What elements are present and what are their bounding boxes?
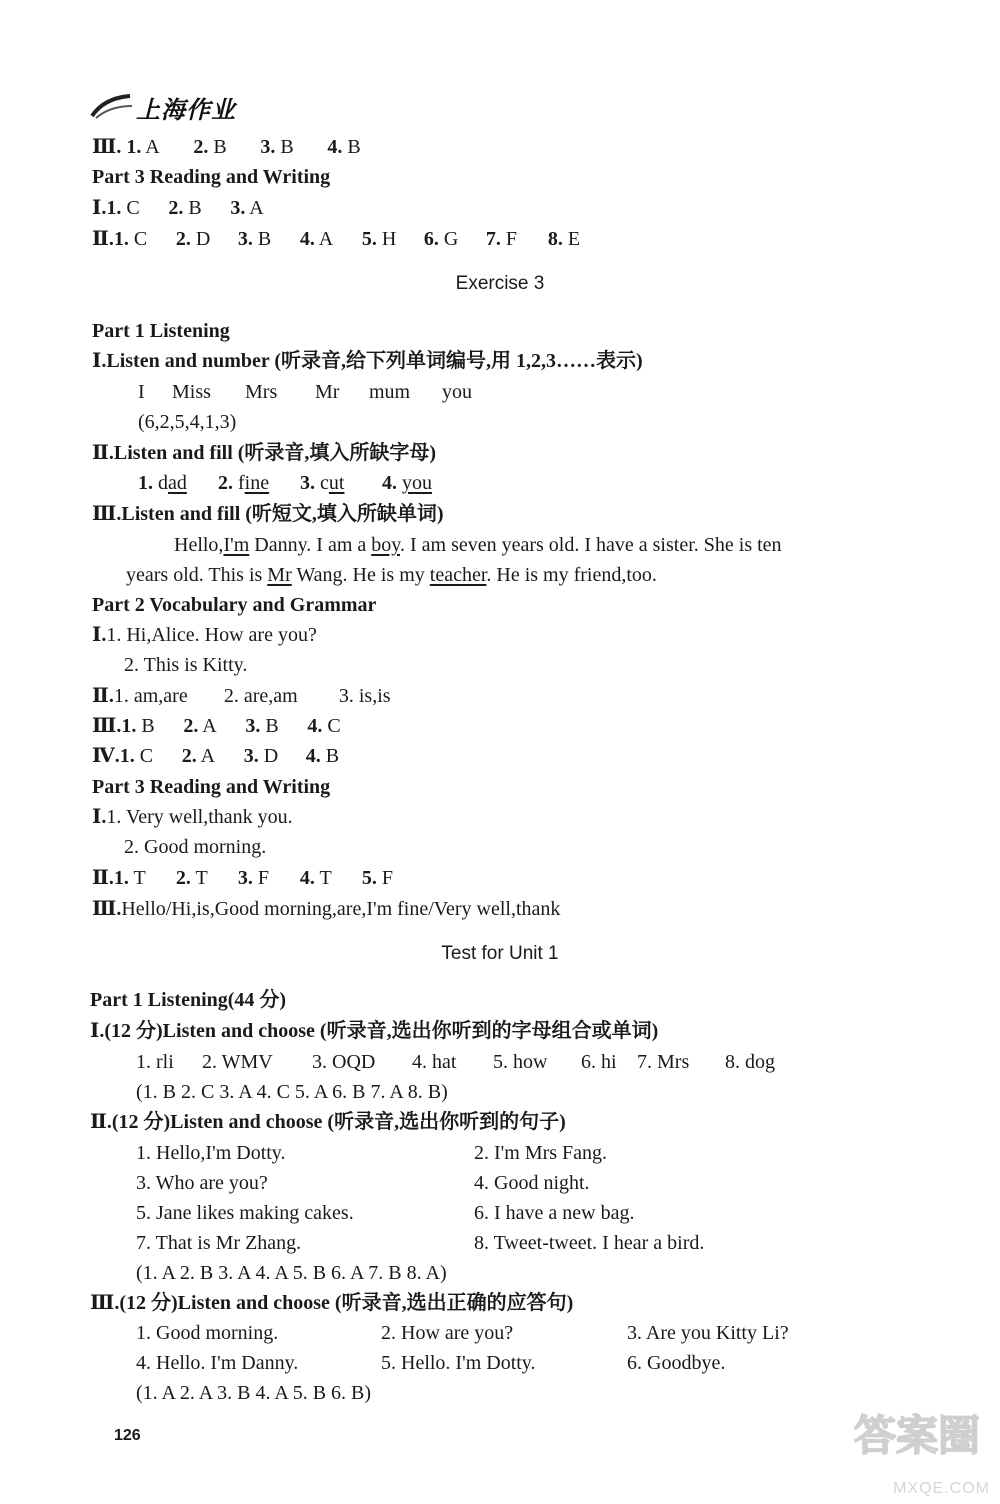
test-iii-row-2: 4. Hello. I'm Danny. 5. Hello. I'm Dotty. 6. Goodbye. xyxy=(136,1352,726,1374)
heading-text: Listen and fill (听录音,填入所缺字母) xyxy=(113,442,437,464)
part2-heading: Part 2 Vocabulary and Grammar xyxy=(92,594,377,616)
test-ii-right-2: 4. Good night. xyxy=(474,1172,590,1194)
vg-i-2: 2. This is Kitty. xyxy=(124,654,248,676)
vg-i-1: Ⅰ.1. Hi,Alice. How are you? xyxy=(92,624,317,646)
watermark-text: MXQE.COM xyxy=(893,1480,990,1497)
rw-i-2: 2. Good morning. xyxy=(124,836,267,858)
rw-ii: Ⅱ.1. T 2. T 3. F 4. T 5. F xyxy=(92,867,393,889)
test-unit1-title: Test for Unit 1 xyxy=(441,943,559,964)
answer-item: 1. A xyxy=(126,136,160,158)
answer-item: 3. B xyxy=(260,136,294,158)
watermark-logo-icon xyxy=(846,1400,996,1470)
part3-heading: Part 3 Reading and Writing xyxy=(92,166,331,188)
test-ii-left-1: 1. Hello,I'm Dotty. xyxy=(136,1142,286,1164)
passage-line-1: Hello,I'm Danny. I am a boy. I am seven years old. I have a sister. She is ten xyxy=(174,534,782,556)
part1-heading: Part 1 Listening xyxy=(92,320,230,342)
header-logo xyxy=(90,88,260,122)
listen-fill-passage-heading xyxy=(92,501,444,527)
heading-text: Listen and number (听录音,给下列单词编号,用 1,2,3……表示) xyxy=(106,350,643,372)
word-list xyxy=(138,379,472,405)
test-ii-answer: (1. A 2. B 3. A 4. A 5. B 6. A 7. B 8. A) xyxy=(136,1262,447,1284)
fill-letters-row: 1. dad 2. fine 3. cut 4. you xyxy=(138,472,432,494)
test-ii-right-3: 6. I have a new bag. xyxy=(474,1202,635,1224)
row-number: Ⅲ. xyxy=(92,136,122,158)
row-number: Ⅰ. xyxy=(92,197,107,219)
row-number: Ⅱ. xyxy=(92,442,114,464)
row-number: Ⅰ. xyxy=(92,350,107,372)
row-number: Ⅱ. xyxy=(92,228,114,250)
word: Mr xyxy=(315,381,340,403)
page-number: 126 xyxy=(114,1427,141,1444)
word: Miss xyxy=(172,381,211,403)
test-ii-heading: Ⅱ.(12 分)Listen and choose (听录音,选出你听到的句子) xyxy=(90,1111,566,1133)
number-answer: (6,2,5,4,1,3) xyxy=(138,411,237,433)
exercise-3-title: Exercise 3 xyxy=(455,273,545,294)
part3-heading-2: Part 3 Reading and Writing xyxy=(92,776,331,798)
test-part1-heading: Part 1 Listening(44 分) xyxy=(90,989,287,1011)
passage-line-2: years old. This is Mr Wang. He is my teacher. He is my friend,too. xyxy=(126,564,657,586)
watermark xyxy=(846,1400,996,1500)
brand-title: 上海作业 xyxy=(136,96,236,124)
word: you xyxy=(442,381,472,403)
test-ii-right-1: 2. I'm Mrs Fang. xyxy=(474,1142,608,1164)
word: I xyxy=(138,381,145,403)
answer-row-iii xyxy=(92,134,361,160)
listen-number-heading xyxy=(92,348,643,374)
test-i-heading: Ⅰ.(12 分)Listen and choose (听录音,选出你听到的字母组合或单词) xyxy=(90,1020,659,1042)
test-ii-left-2: 3. Who are you? xyxy=(136,1172,268,1194)
test-ii-right-4: 8. Tweet-tweet. I hear a bird. xyxy=(474,1232,705,1254)
test-ii-left-3: 5. Jane likes making cakes. xyxy=(136,1202,354,1224)
test-i-items: 1. rli 2. WMV 3. OQD 4. hat 5. how 6. hi 7. Mrs 8. dog xyxy=(136,1051,775,1073)
heading-text: Listen and fill (听短文,填入所缺单词) xyxy=(121,503,444,525)
test-iii-row-1: 1. Good morning. 2. How are you? 3. Are you Kitty Li? xyxy=(136,1322,789,1344)
test-iii-answer: (1. A 2. A 3. B 4. A 5. B 6. B) xyxy=(136,1382,372,1404)
word: Mrs xyxy=(245,381,278,403)
test-iii-heading: Ⅲ.(12 分)Listen and choose (听录音,选出正确的应答句) xyxy=(90,1292,574,1314)
vg-iv: Ⅳ.1. C 2. A 3. D 4. B xyxy=(92,745,340,767)
rw-i-1: Ⅰ.1. Very well,thank you. xyxy=(92,806,293,828)
vg-iii: Ⅲ.1. B 2. A 3. B 4. C xyxy=(92,715,341,737)
answer-row-i: Ⅰ.1. C 2. B 3. A xyxy=(92,197,264,219)
word: mum xyxy=(369,381,411,403)
listen-fill-heading xyxy=(92,440,436,466)
test-ii-left-4: 7. That is Mr Zhang. xyxy=(136,1232,302,1254)
answer-item: 4. B xyxy=(327,136,361,158)
vg-ii: Ⅱ.1. am,are 2. are,am 3. is,is xyxy=(92,685,391,707)
svg-text:答案圈: 答案圈 xyxy=(854,1411,981,1460)
test-i-answer: (1. B 2. C 3. A 4. C 5. A 6. B 7. A 8. B) xyxy=(136,1081,448,1103)
answer-row-ii: Ⅱ.1. C 2. D 3. B 4. A 5. H 6. G 7. F 8. E xyxy=(92,228,581,250)
row-number: Ⅲ. xyxy=(92,503,122,525)
rw-iii: Ⅲ.Hello/Hi,is,Good morning,are,I'm fine/Very well,thank xyxy=(92,898,561,920)
brand-swoosh-icon xyxy=(90,88,134,122)
answer-item: 2. B xyxy=(193,136,227,158)
